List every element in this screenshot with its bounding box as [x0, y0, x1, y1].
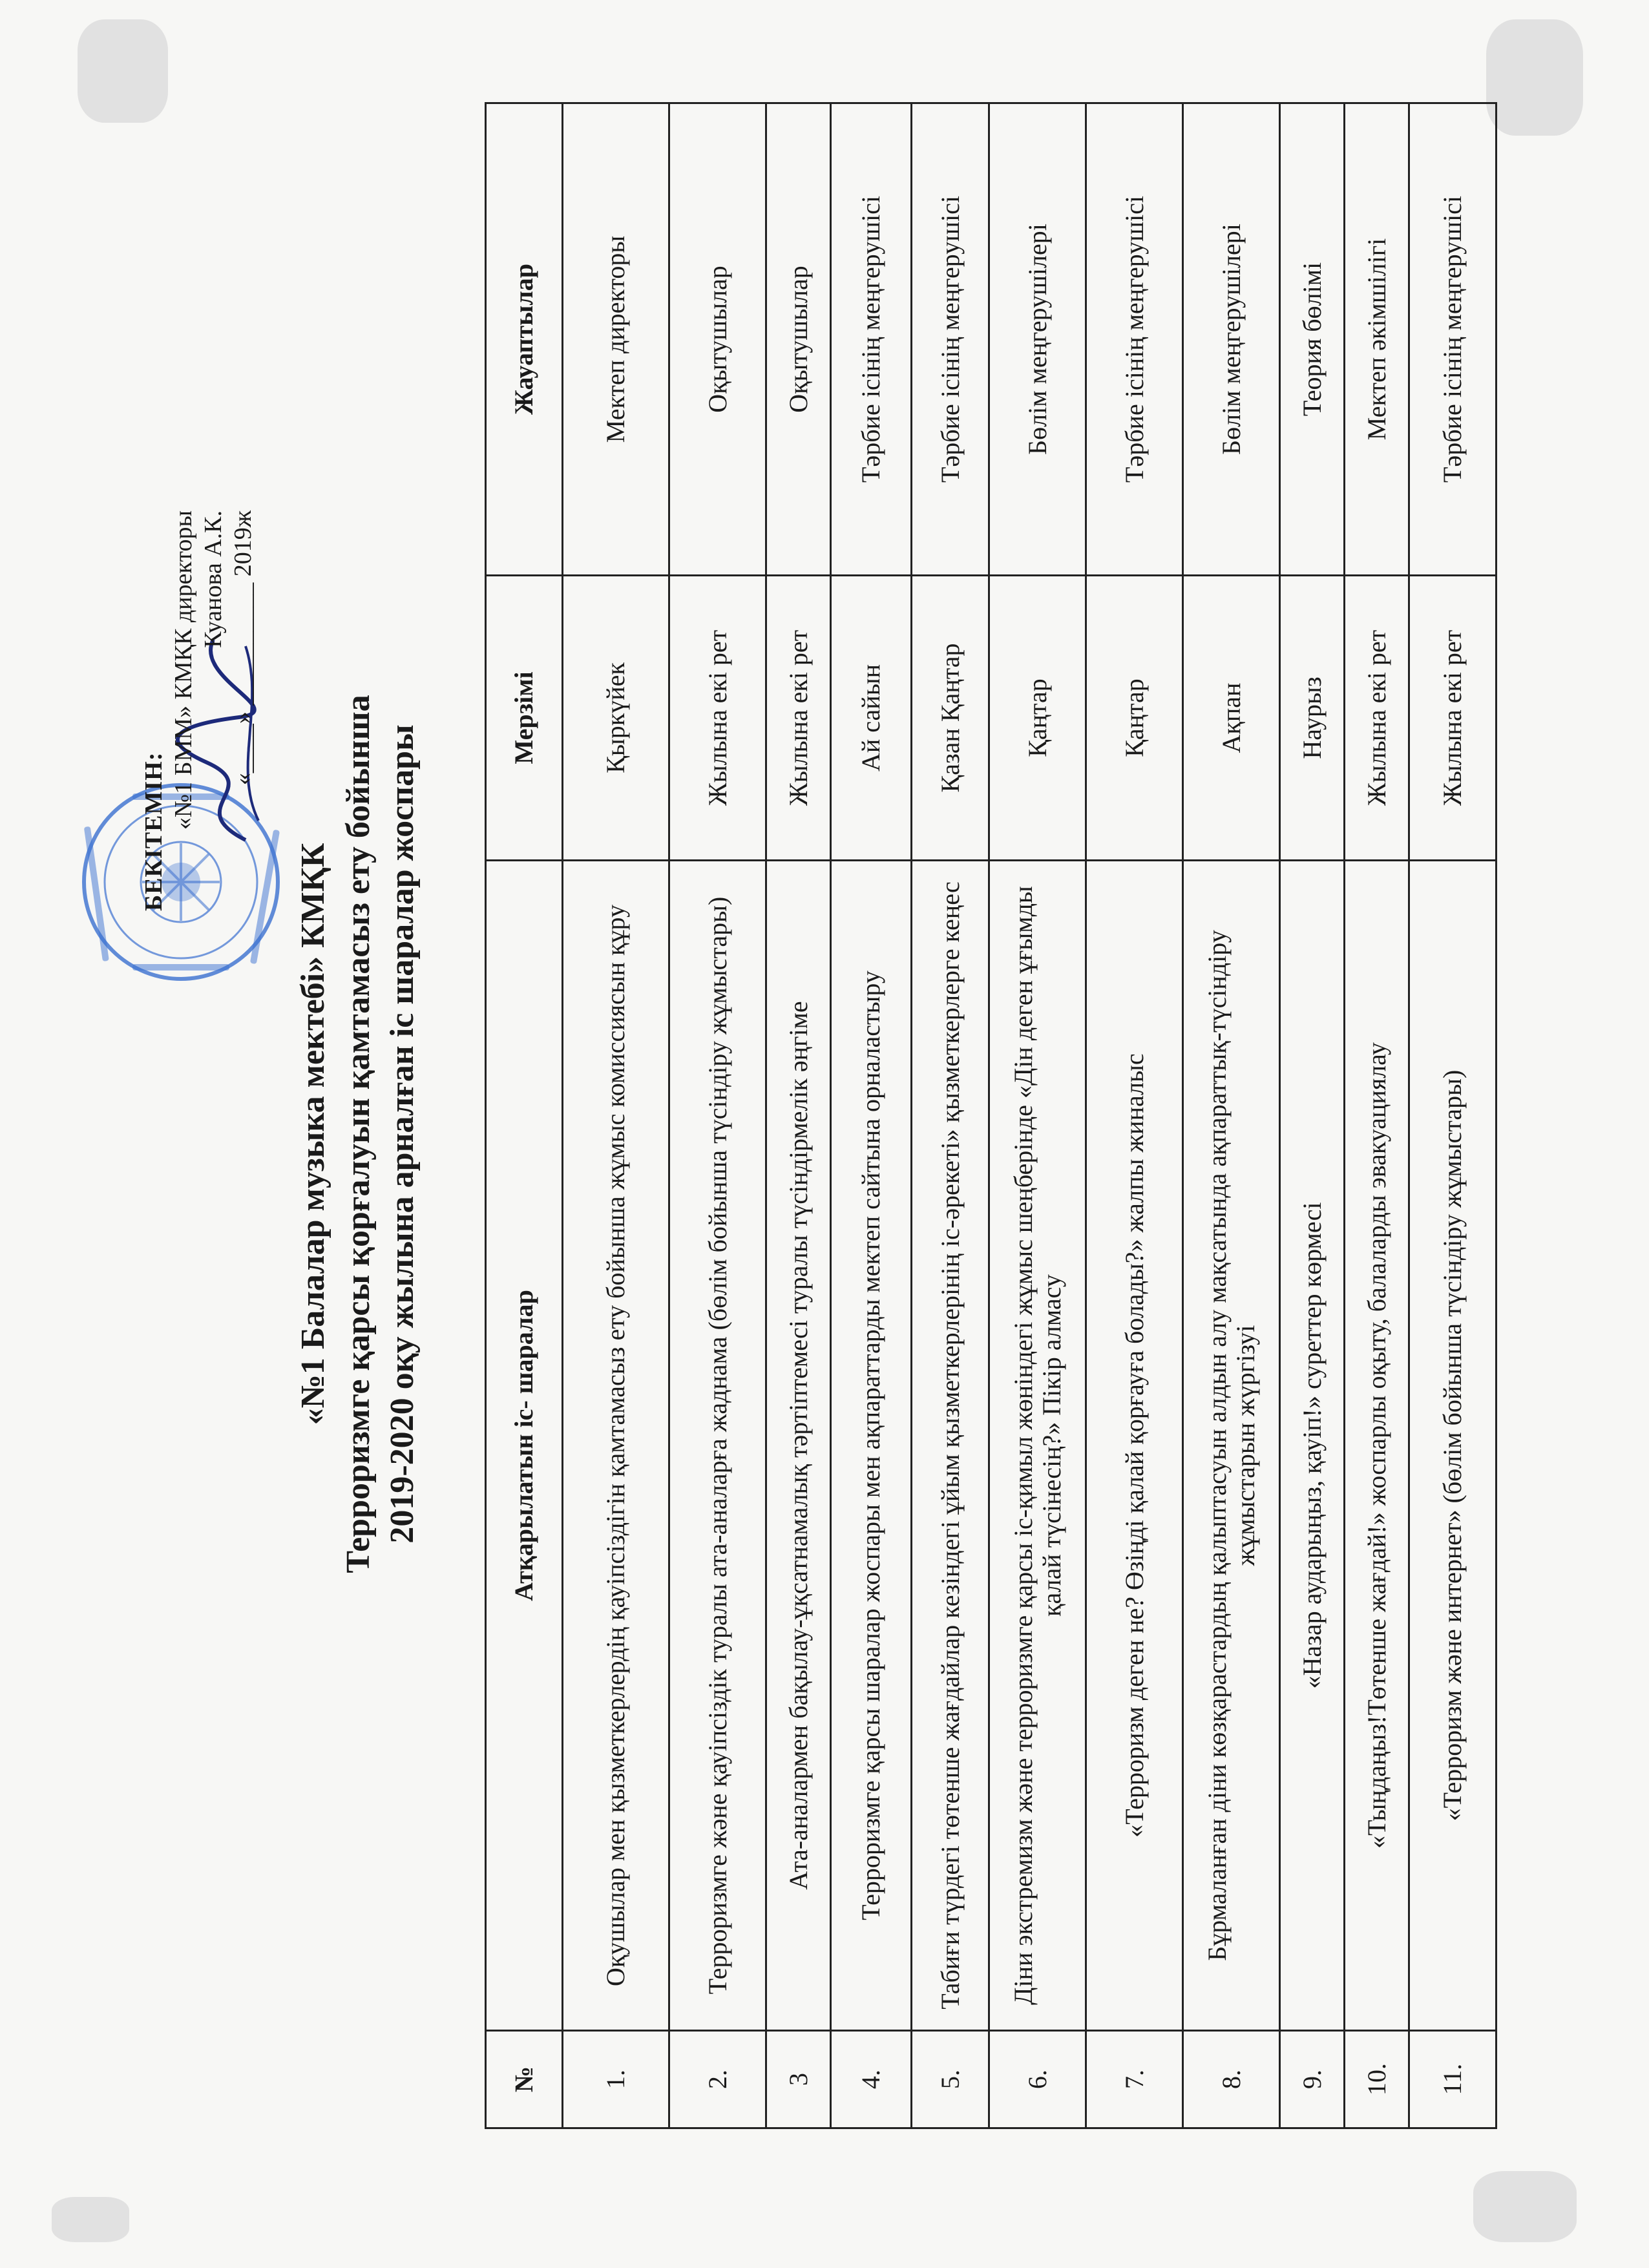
row-activity: Терроризмге қарсы шаралар жоспары мен ақпараттарды мектеп сайтына орналастыру [831, 861, 912, 2031]
row-responsible: Тәрбие ісінің меңгерушісі [1409, 103, 1497, 576]
activity-plan-table [485, 102, 1497, 2129]
row-activity: Бұрмаланған діни көзқарастардың қалыптасуын алдын алу мақсатында ақпараттық-түсіндіру жұмыстарын жүргізуі [1183, 861, 1280, 2031]
row-term: Наурыз [1280, 576, 1345, 861]
approval-name: Куанова А.К. [200, 510, 227, 648]
table-row [1409, 103, 1497, 2128]
row-number: 2. [669, 2031, 766, 2128]
row-term: Қазан Қаңтар [912, 576, 989, 861]
table-row [912, 103, 989, 2128]
row-activity: Табиғи түрдегі төтенше жағдайлар кезіндегі ұйым қызметкерлерінің іс-әрекеті» қызметкерлерге кеңес [912, 861, 989, 2031]
document-title-line3: 2019-2020 оқу жылына арналған іс шаралар жоспары [384, 724, 421, 1544]
scan-speck [78, 19, 168, 123]
row-activity: Оқушылар мен қызметкерлердің қауіпсіздігін қамтамасыз ету бойынша жұмыс комиссиясын құру [563, 861, 669, 2031]
row-term: Қаңтар [1086, 576, 1183, 861]
row-number: 5. [912, 2031, 989, 2128]
row-responsible: Мектеп директоры [563, 103, 669, 576]
row-responsible: Бөлім меңгерушілері [1183, 103, 1280, 576]
row-term: Жылына екі рет [1409, 576, 1497, 861]
table-row [989, 103, 1086, 2128]
row-activity: «Назар аударыңыз, қауіп!» суреттер көрмесі [1280, 861, 1345, 2031]
document-title-line2: Терроризмге қарсы қорғалуын қамтамасыз ету бойынша [340, 695, 377, 1573]
scan-speck [1473, 2171, 1577, 2242]
table-body [563, 103, 1497, 2128]
row-activity: Терроризмге және қауіпсіздік туралы ата-аналарға жаднама (бөлім бойынша түсіндіру жұмыстары) [669, 861, 766, 2031]
row-term: Жылына екі рет [766, 576, 831, 861]
row-term: Ай сайын [831, 576, 912, 861]
row-number: 1. [563, 2031, 669, 2128]
row-term: Қаңтар [989, 576, 1086, 861]
row-responsible: Оқытушылар [766, 103, 831, 576]
row-responsible: Мектеп әкімшілігі [1345, 103, 1409, 576]
row-number: 4. [831, 2031, 912, 2128]
row-activity: «Терроризм және интернет» (бөлім бойынша түсіндіру жұмыстары) [1409, 861, 1497, 2031]
document-title-line1: «№1 Балалар музыка мектебі» КМҚК [295, 843, 331, 1425]
col-header-number: № [486, 2031, 563, 2128]
row-activity: «Тыңдаңыз!Төтенше жағдай!» жоспарлы оқыту, балаларды эвакуациялау [1345, 861, 1409, 2031]
row-number: 8. [1183, 2031, 1280, 2128]
table-row [1086, 103, 1183, 2128]
table-row [1183, 103, 1280, 2128]
approval-label: БЕКІТЕМІН: [140, 751, 167, 911]
col-header-term: Мерзімі [486, 576, 563, 861]
row-responsible: Бөлім меңгерушілері [989, 103, 1086, 576]
row-term: Жылына екі рет [669, 576, 766, 861]
row-number: 7. [1086, 2031, 1183, 2128]
row-number: 10. [1345, 2031, 1409, 2128]
table-row [1345, 103, 1409, 2128]
scan-speck [52, 2197, 129, 2242]
col-header-activity: Атқарылатын іс- шаралар [486, 861, 563, 2031]
row-number: 9. [1280, 2031, 1345, 2128]
table-row [669, 103, 766, 2128]
approval-block [139, 510, 258, 911]
col-header-responsible: Жауаптылар [486, 103, 563, 576]
row-activity: «Терроризм деген не? Өзіңді қалай қорғауға болады?» жалпы жиналыс [1086, 861, 1183, 2031]
approval-position: «№1 БММ» КМҚК директоры [170, 510, 197, 830]
table-row [1280, 103, 1345, 2128]
row-number: 6. [989, 2031, 1086, 2128]
row-responsible: Тәрбие ісінің меңгерушісі [912, 103, 989, 576]
table-row [766, 103, 831, 2128]
row-number: 11. [1409, 2031, 1497, 2128]
row-number: 3 [766, 2031, 831, 2128]
row-responsible: Теория бөлімі [1280, 103, 1345, 576]
row-activity: Діни экстремизм және терроризмге қарсы іс-қимыл жөніндегі жұмыс шеңберінде «Дін деген ұғымды қалай түсінесің?» Пікір алмасу [989, 861, 1086, 2031]
table-row [563, 103, 669, 2128]
table-row [831, 103, 912, 2128]
approval-date: «____» __________ 2019ж [229, 510, 257, 786]
row-activity: Ата-аналармен бақылау-ұқсатнамалық тәртіптемесі туралы түсіндірмелік әңгіме [766, 861, 831, 2031]
row-term: Қыркүйек [563, 576, 669, 861]
table-header-row [486, 103, 563, 2128]
row-responsible: Тәрбие ісінің меңгерушісі [1086, 103, 1183, 576]
row-responsible: Оқытушылар [669, 103, 766, 576]
row-term: Жылына екі рет [1345, 576, 1409, 861]
row-responsible: Тәрбие ісінің меңгерушісі [831, 103, 912, 576]
row-term: Ақпан [1183, 576, 1280, 861]
scan-speck [1486, 19, 1583, 136]
